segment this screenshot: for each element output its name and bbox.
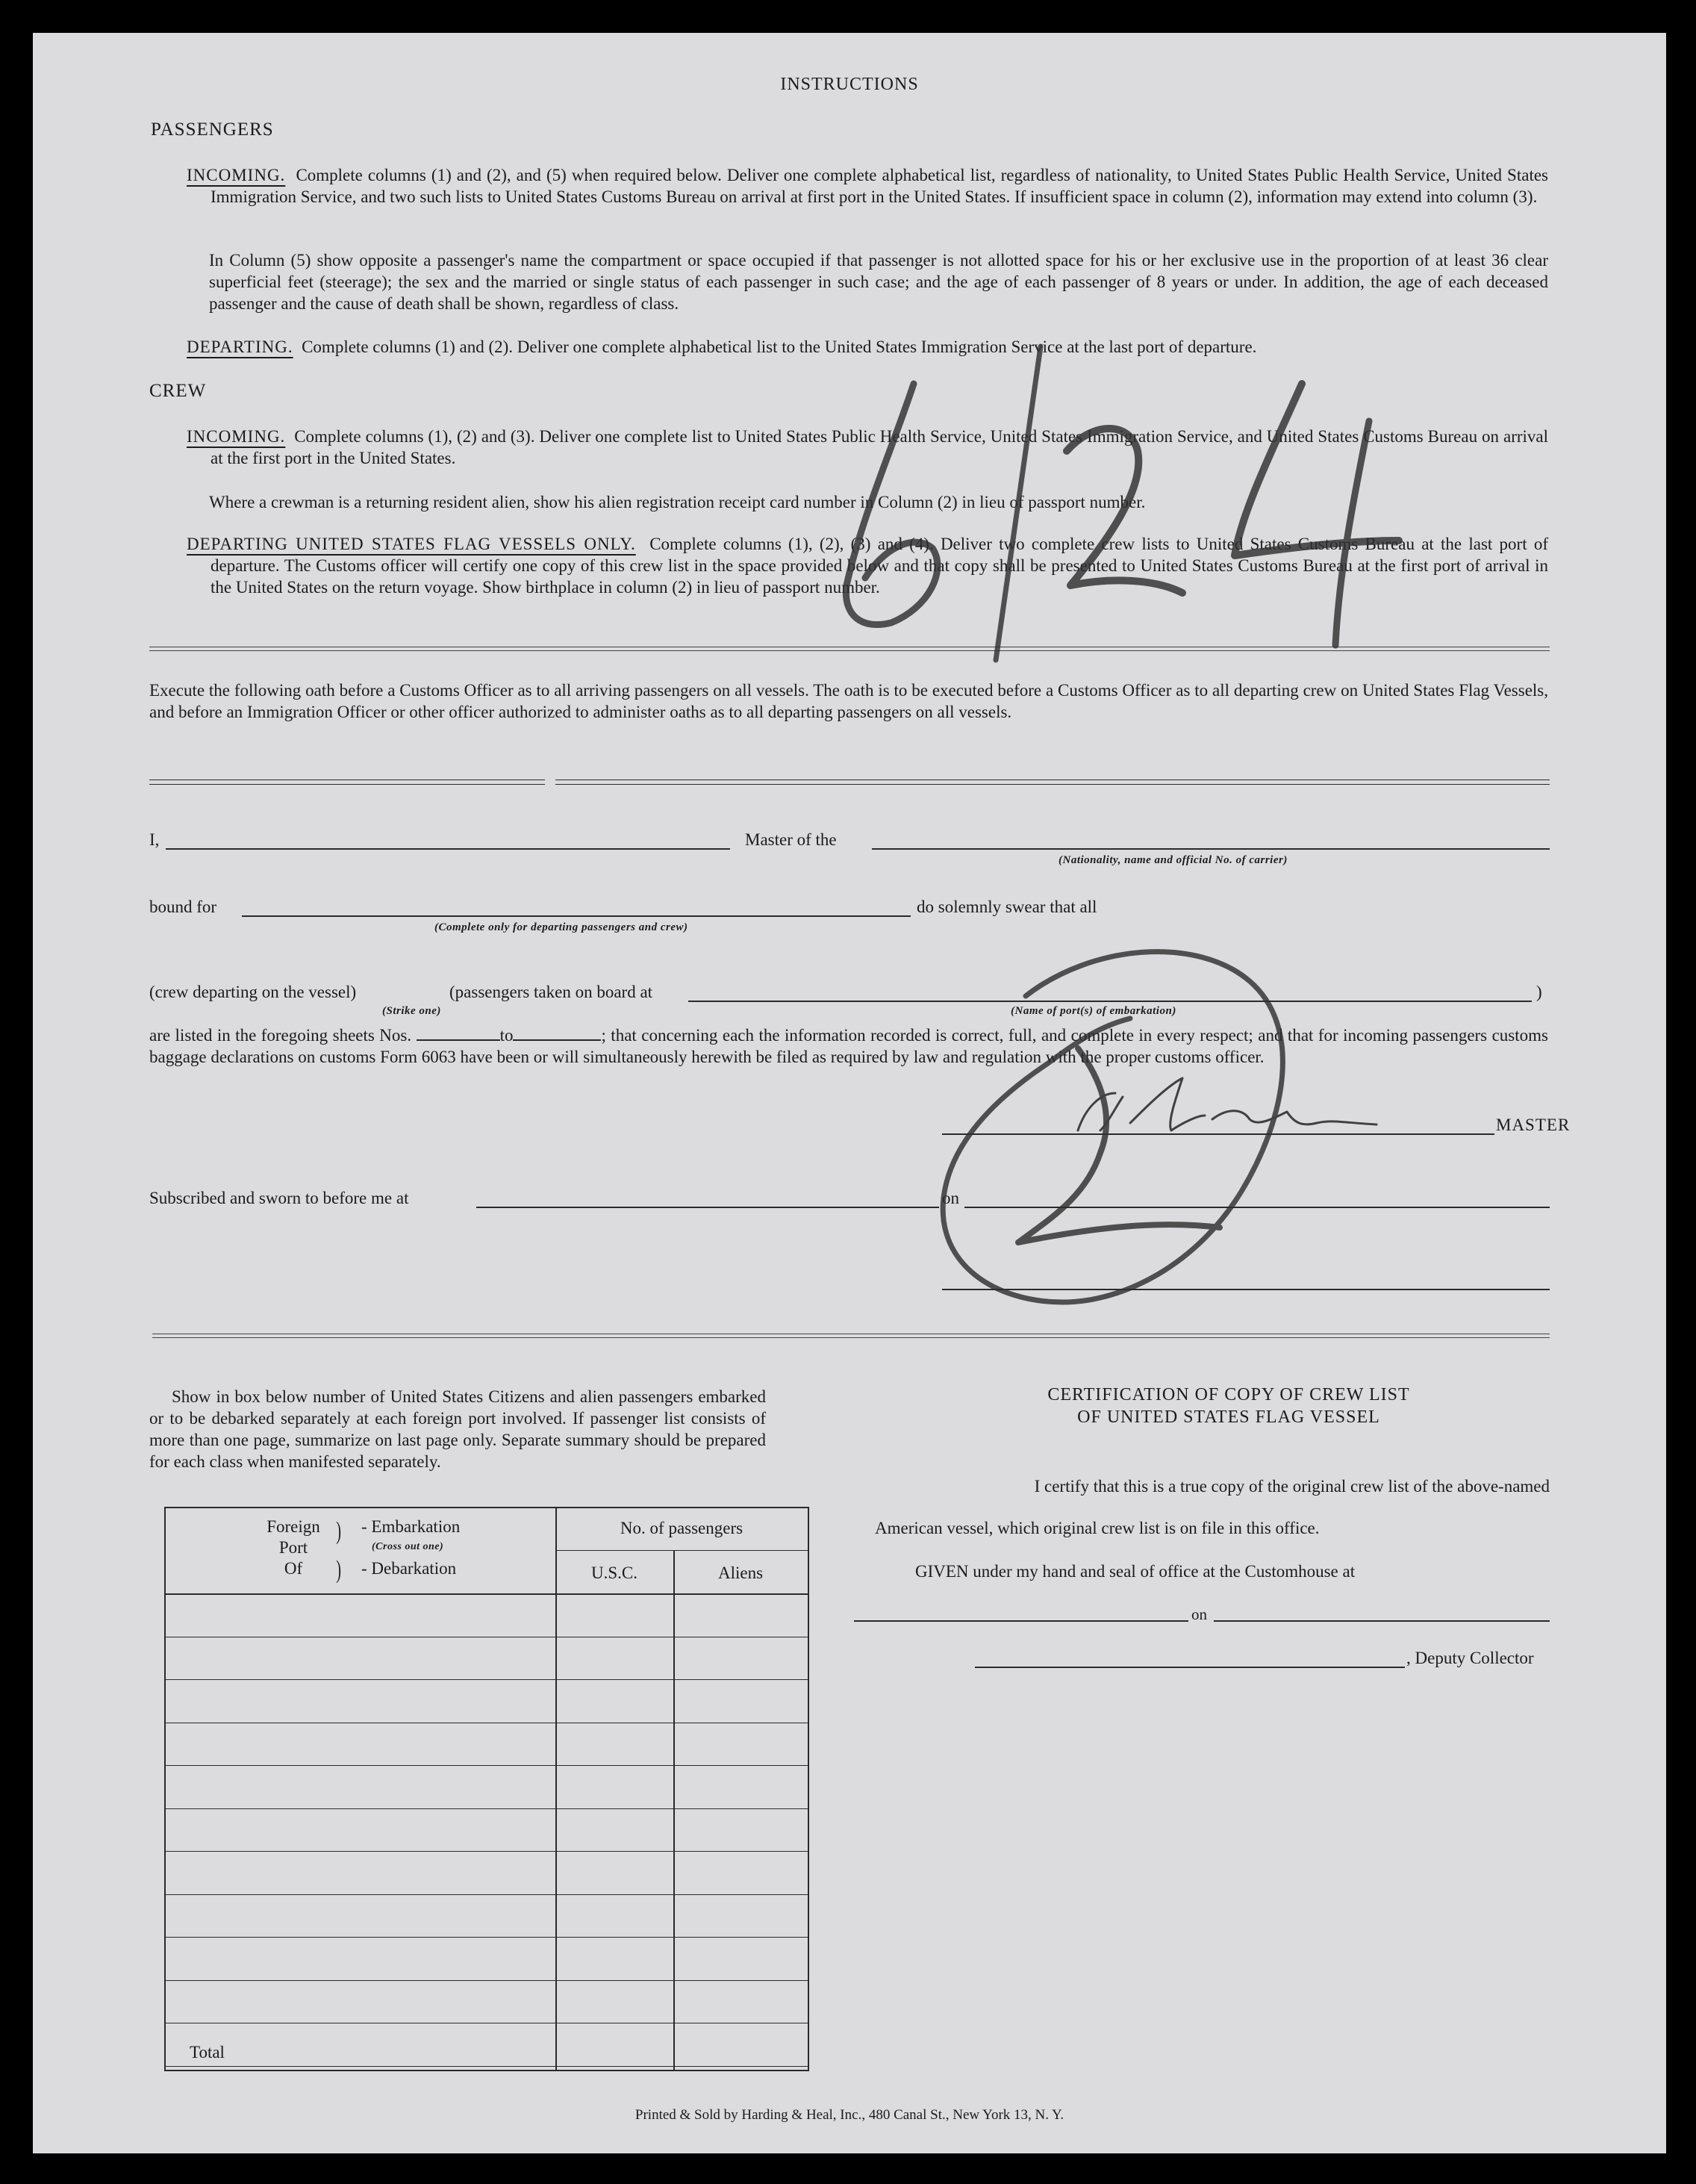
bound-for-label: bound for — [149, 897, 217, 916]
passengers-departing-label: DEPARTING. — [187, 337, 293, 356]
circled-mark — [943, 952, 1282, 1302]
brace-bottom: ) — [336, 1556, 342, 1584]
summary-intro: Show in box below number of United States Citizens and alien passengers embarked or to be debarked separately at each foreign port involved. If passenger list consists of more than one page, summarize on last page only. Separate summary should be prepared for each class when manifested separately. — [149, 1387, 766, 1471]
handwriting-overlay — [33, 33, 1666, 2153]
master-signature — [1078, 1078, 1377, 1130]
usc-header: U.S.C. — [591, 1564, 637, 1582]
crew-departing-label: DEPARTING UNITED STATES FLAG VESSELS ONLY. — [187, 535, 636, 553]
printer-footer: Printed & Sold by Harding & Heal, Inc., 480 Canal St., New York 13, N. Y. — [635, 2107, 1064, 2123]
passengers-taken-option: (passengers taken on board at — [449, 983, 653, 1001]
page-title: INSTRUCTIONS — [780, 75, 919, 94]
master-label: MASTER — [1496, 1116, 1571, 1134]
certification-title-2: OF UNITED STATES FLAG VESSEL — [1077, 1407, 1380, 1427]
certification-given: GIVEN under my hand and seal of office at the Customhouse at — [915, 1562, 1356, 1581]
certification-on-label: on — [1191, 1605, 1207, 1623]
deputy-collector-label: , Deputy Collector — [1406, 1649, 1534, 1667]
aliens-header: Aliens — [717, 1564, 764, 1582]
crew-departing-option: (crew departing on the vessel) — [149, 983, 357, 1001]
handwritten-number — [846, 346, 1399, 660]
oath-intro: Execute the following oath before a Customs Officer as to all arriving passengers on all vessels. The oath is to be executed before a Customs Officer as to all departing crew on United States Flag Vessels, and before an Immigration Officer or other officer authorized to administer oaths as to all departing passengers on all vessels. — [149, 681, 1548, 721]
cross-out-hint: (Cross out one) — [372, 1541, 444, 1552]
bound-hint: (Complete only for departing passengers and crew) — [434, 921, 688, 933]
crew-resident-paragraph: Where a crewman is a returning resident alien, show his alien registration receipt card number in Column (2) in lieu of passport number. — [209, 493, 1146, 511]
passengers-heading: PASSENGERS — [151, 119, 274, 140]
of-label: Of — [284, 1559, 303, 1578]
total-label: Total — [190, 2043, 225, 2062]
swear-label: do solemnly swear that all — [917, 897, 1097, 916]
certification-text-1: I certify that this is a true copy of the original crew list of the above-named — [1034, 1477, 1550, 1496]
passengers-column5-paragraph: In Column (5) show opposite a passenger's name the compartment or space occupied if that passenger is not allotted space for his or her exclusive use in the proportion of at least 36 clear superficial feet (steerage); the sex and the married or single status of each passenger in such case; and the age of each passenger of 8 years or under. In addition, the age of each deceased passenger and the cause of death shall be shown, regardless of class. — [209, 251, 1548, 313]
document-page — [33, 33, 1666, 2153]
strike-hint: (Strike one) — [382, 1005, 441, 1017]
no-of-passengers-header: No. of passengers — [620, 1519, 743, 1537]
oath-i-label: I, — [149, 830, 160, 849]
certification-title-1: CERTIFICATION OF COPY OF CREW LIST — [1047, 1385, 1410, 1404]
subscribed-label: Subscribed and sworn to before me at — [149, 1189, 409, 1207]
to-label: to — [499, 1026, 514, 1045]
crew-departing-text: Complete columns (1), (2), (3) and (4). Deliver two complete crew lists to United States Customs Bureau at the last port of departure. The Customs officer will certify one copy of this crew list in the space provided below and that copy shall be presented to United States Customs Bureau at the first port of arrival in the United States on the return voyage. Show birthplace in column (2) in lieu of passport number. — [211, 535, 1549, 597]
crew-heading: CREW — [149, 381, 207, 401]
listed-rest: ; that concerning each the information recorded is correct, full, and complete in every respect; and that for incoming passengers customs baggage declarations on customs Form 6063 have been or will simultaneously herewith be filed as required by law and regulation with the proper customs officer. — [149, 1026, 1548, 1066]
brace-top: ) — [336, 1517, 342, 1545]
port-label: Port — [278, 1538, 308, 1557]
embarkation-option: - Embarkation — [361, 1517, 461, 1536]
ports-hint: (Name of port(s) of embarkation) — [1011, 1005, 1176, 1017]
nationality-hint: (Nationality, name and official No. of carrier) — [1059, 854, 1288, 866]
close-paren: ) — [1536, 983, 1542, 1001]
crew-incoming-label: INCOMING. — [187, 427, 286, 446]
foreign-label: Foreign — [266, 1517, 320, 1536]
master-of-label: Master of the — [745, 830, 837, 849]
listed-label: are listed in the foregoing sheets Nos. — [149, 1026, 412, 1045]
debarkation-option: - Debarkation — [361, 1559, 457, 1578]
passengers-departing-text: Complete columns (1) and (2). Deliver one complete alphabetical list to the United States Immigration Service at the last port of departure. — [302, 337, 1257, 356]
subscribed-on-label: on — [942, 1189, 959, 1207]
passengers-incoming-text: Complete columns (1) and (2), and (5) when required below. Deliver one complete alphabetical list, regardless of nationality, to United States Public Health Service, United States Immigration Service, and two such lists to United States Customs Bureau on arrival at first port in the United States. If insufficient space in column (2), information may extend into column (3). — [211, 166, 1549, 206]
certification-text-2: American vessel, which original crew list is on file in this office. — [875, 1519, 1320, 1537]
passengers-incoming-label: INCOMING. — [187, 166, 286, 184]
crew-incoming-text: Complete columns (1), (2) and (3). Deliver one complete list to United States Public Health Service, United States Immigration Service, and United States Customs Bureau on arrival at the first port in the United States. — [211, 427, 1548, 467]
